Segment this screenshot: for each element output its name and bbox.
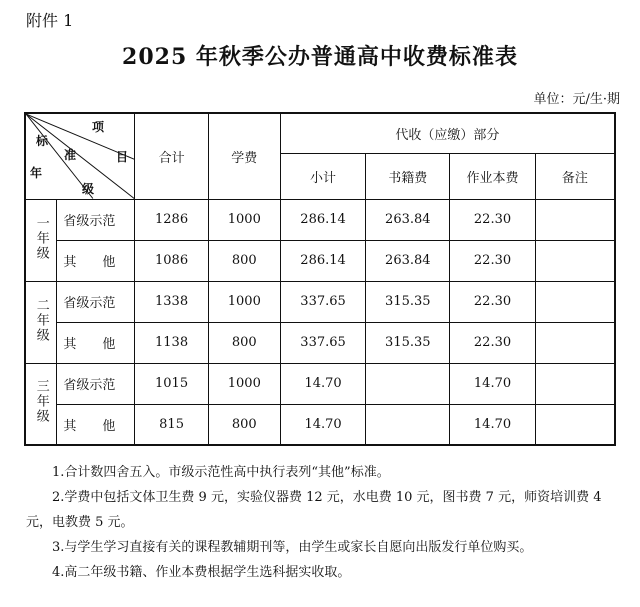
subtotal-cell: 14.70	[280, 404, 366, 445]
school-type: 其 他	[57, 322, 135, 363]
corner-zhun-char: 准	[64, 148, 77, 162]
tuition-cell: 800	[208, 240, 280, 281]
corner-mu-char: 目	[116, 150, 129, 164]
remarks-cell	[535, 240, 615, 281]
table-row	[25, 281, 615, 322]
corner-biao-char: 标	[36, 134, 49, 148]
grade-cell-2: 二年级	[25, 281, 57, 363]
homework-fee-cell: 14.70	[450, 404, 536, 445]
table-row	[25, 199, 615, 240]
subtotal-cell: 337.65	[280, 281, 366, 322]
unit-label: 单位：元/生·期	[533, 92, 620, 107]
subtotal-cell: 286.14	[280, 199, 366, 240]
homework-fee-cell: 22.30	[450, 199, 536, 240]
tuition-cell: 800	[208, 322, 280, 363]
grade-cell-3: 三年级	[25, 363, 57, 445]
total-cell: 1086	[135, 240, 209, 281]
book-fee-cell	[366, 363, 450, 404]
homework-fee-cell: 22.30	[450, 240, 536, 281]
school-type: 省级示范	[57, 281, 135, 322]
total-cell: 815	[135, 404, 209, 445]
remarks-cell	[535, 363, 615, 404]
note-item: 1.合计数四舍五入。市级示范性高中执行表列“其他”标准。	[52, 465, 390, 480]
book-fee-cell: 315.35	[366, 322, 450, 363]
header-agency-group: 代收（应缴）部分	[280, 113, 615, 153]
homework-fee-cell: 22.30	[450, 281, 536, 322]
tuition-cell: 800	[208, 404, 280, 445]
subtotal-cell: 337.65	[280, 322, 366, 363]
school-type: 其 他	[57, 240, 135, 281]
school-type: 省级示范	[57, 363, 135, 404]
header-book-fee: 书籍费	[366, 153, 450, 199]
note-item: 3.与学生学习直接有关的课程教辅期刊等，由学生或家长自愿向出版发行单位购买。	[52, 540, 533, 555]
homework-fee-cell: 14.70	[450, 363, 536, 404]
header-total: 合计	[135, 113, 209, 199]
tuition-cell: 1000	[208, 199, 280, 240]
tuition-cell: 1000	[208, 281, 280, 322]
table-row	[25, 404, 615, 445]
remarks-cell	[535, 199, 615, 240]
table-row	[25, 322, 615, 363]
page-title: 2025 年秋季公办普通高中收费标准表	[122, 44, 518, 70]
corner-header	[25, 113, 135, 199]
total-cell: 1015	[135, 363, 209, 404]
header-subtotal: 小计	[280, 153, 366, 199]
homework-fee-cell: 22.30	[450, 322, 536, 363]
book-fee-cell: 263.84	[366, 240, 450, 281]
book-fee-cell: 315.35	[366, 281, 450, 322]
header-row-1	[25, 113, 615, 153]
header-homework-fee: 作业本费	[450, 153, 536, 199]
total-cell: 1286	[135, 199, 209, 240]
tuition-cell: 1000	[208, 363, 280, 404]
note-item: 4.高二年级书籍、作业本费根据学生选科据实收取。	[52, 565, 351, 580]
grade-cell-1: 一年级	[25, 199, 57, 281]
book-fee-cell: 263.84	[366, 199, 450, 240]
school-type: 其 他	[57, 404, 135, 445]
table-row	[25, 363, 615, 404]
remarks-cell	[535, 322, 615, 363]
subtotal-cell: 14.70	[280, 363, 366, 404]
note-item: 2.学费中包括文体卫生费 9 元，实验仪器费 12 元，水电费 10 元，图书费 7 元，师资培训费 4 元，电教费 5 元。	[26, 490, 602, 530]
total-cell: 1338	[135, 281, 209, 322]
school-type: 省级示范	[57, 199, 135, 240]
subtotal-cell: 286.14	[280, 240, 366, 281]
corner-nian-char: 年	[30, 166, 43, 180]
table-row	[25, 240, 615, 281]
attachment-label: 附件 1	[26, 11, 74, 30]
header-tuition: 学费	[208, 113, 280, 199]
header-remarks: 备注	[535, 153, 615, 199]
fee-table	[24, 112, 616, 446]
corner-ji-char: 级	[82, 182, 95, 196]
corner-item-char: 项	[92, 120, 105, 134]
book-fee-cell	[366, 404, 450, 445]
remarks-cell	[535, 281, 615, 322]
notes-section	[26, 460, 616, 585]
total-cell: 1138	[135, 322, 209, 363]
remarks-cell	[535, 404, 615, 445]
